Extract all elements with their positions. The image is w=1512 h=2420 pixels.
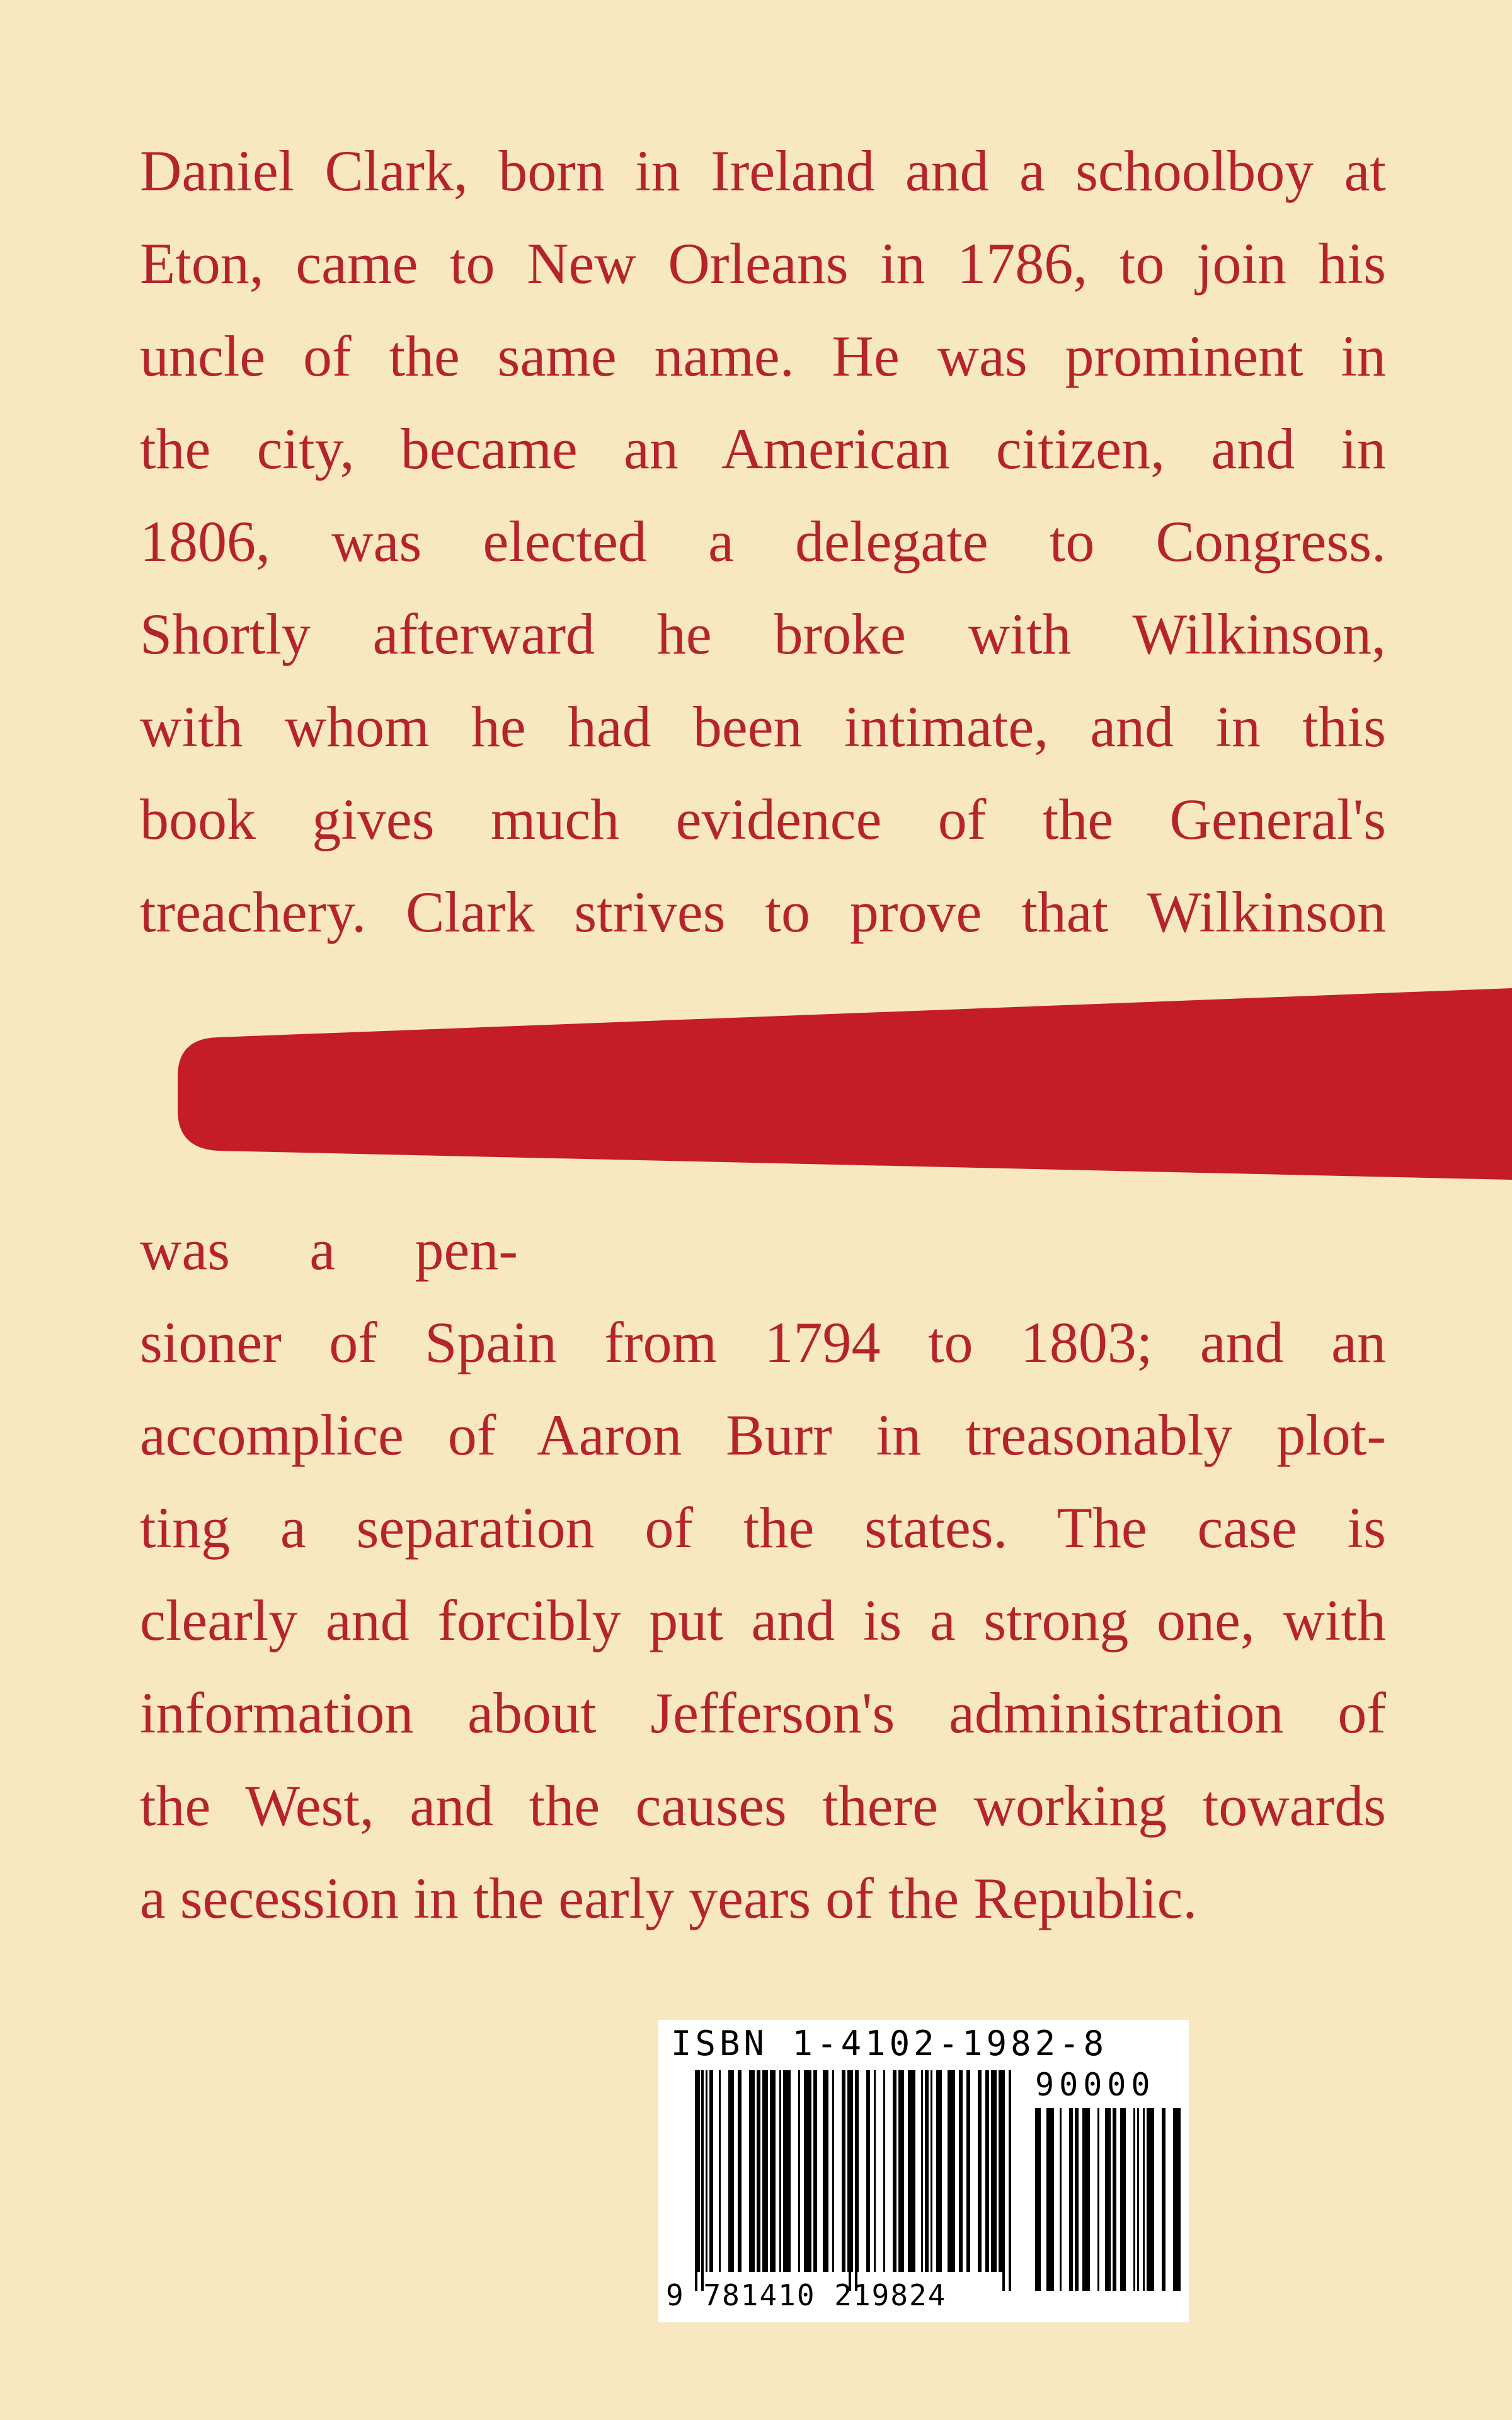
barcode-bar [1173, 2108, 1181, 2291]
barcode-bar [1105, 2108, 1111, 2291]
blurb-line: accomplice of Aaron Burr in treasonably plot- [140, 1403, 1386, 1467]
barcode-bar [985, 2070, 989, 2272]
barcode-bar [1133, 2108, 1135, 2291]
barcode-bar [883, 2070, 885, 2272]
barcode-bar [757, 2070, 760, 2272]
blurb-line: uncle of the same name. He was prominent in [140, 324, 1386, 388]
barcode-bar [783, 2070, 791, 2272]
barcode-bar [1060, 2108, 1062, 2291]
blurb-line: with whom he had been intimate, and in this [140, 694, 1386, 759]
barcode-guard-bar [855, 2070, 857, 2291]
blurb-line: Daniel Clark, born in Ireland and a schoolboy at [140, 139, 1386, 203]
blurb-line: a secession in the early years of the Republic. [140, 1866, 1198, 1930]
barcode-bar [1046, 2108, 1054, 2291]
barcode-bar [931, 2070, 932, 2272]
barcode-bar [893, 2070, 896, 2272]
barcode-guard-bar [849, 2070, 851, 2291]
barcode-bar [1035, 2108, 1041, 2291]
barcode-bar [1113, 2108, 1116, 2291]
barcode-bar [1147, 2108, 1154, 2291]
barcode-bar [866, 2070, 870, 2272]
blurb-line: Eton, came to New Orleans in 1786, to join his [140, 231, 1386, 296]
barcode-bar [925, 2070, 929, 2272]
barcode-bar [706, 2070, 707, 2272]
barcode-bar [762, 2070, 768, 2272]
barcode-bar [1082, 2108, 1090, 2291]
blurb-top [140, 125, 1386, 959]
barcode-bar [798, 2070, 800, 2272]
barcode-guard-bar [701, 2070, 704, 2291]
barcode-bar [936, 2070, 942, 2272]
barcode-bars [658, 2020, 1189, 2322]
barcode-bar [842, 2070, 845, 2272]
barcode-bar [770, 2070, 776, 2272]
barcode-guard-bar [1009, 2070, 1011, 2291]
barcode-guard-bar [1002, 2070, 1005, 2291]
blurb-line: clearly and forcibly put and is a strong one, with [140, 1588, 1386, 1652]
blurb-line: ting a separation of the states. The case is [140, 1495, 1386, 1560]
barcode-bar [908, 2070, 915, 2272]
barcode-bar [1097, 2108, 1099, 2291]
barcode-bar [1162, 2108, 1166, 2291]
barcode-bar [813, 2070, 817, 2272]
barcode-bar [832, 2070, 834, 2272]
barcode-bar [719, 2070, 721, 2272]
barcode-bar [1120, 2108, 1126, 2291]
barcode-bar [991, 2070, 997, 2272]
barcode-bar [978, 2070, 982, 2272]
barcode-bar [948, 2070, 955, 2272]
barcode-bar [804, 2070, 811, 2272]
barcode-guard-bar [695, 2070, 697, 2291]
blurb-line: treachery. Clark strives to prove that Wilkinson [140, 880, 1386, 944]
blurb-line: was a pen- [140, 1218, 518, 1282]
barcode-bar [738, 2070, 742, 2272]
barcode-bar [999, 2070, 1002, 2272]
ean-digits: 9 781410 219824 [666, 2278, 947, 2312]
blurb-line: information about Jefferson's administration of [140, 1681, 1386, 1745]
barcode-bar [1143, 2108, 1145, 2291]
barcode-bar [779, 2070, 781, 2272]
red-bar-decoration [0, 983, 1512, 1185]
barcode-bar [1137, 2108, 1139, 2291]
barcode-bar [921, 2070, 923, 2272]
blurb-bottom [140, 1204, 1386, 1945]
barcode-bar [874, 2070, 876, 2272]
blurb-line: Shortly afterward he broke with Wilkinson, [140, 602, 1386, 666]
barcode-bar [966, 2070, 970, 2272]
barcode-bar [823, 2070, 828, 2272]
blurb-line: the city, became an American citizen, and in [140, 417, 1386, 481]
blurb-line: the West, and the causes there working towards [140, 1773, 1386, 1838]
barcode-bar [959, 2070, 963, 2272]
barcode-bar [898, 2070, 904, 2272]
barcode-bar [749, 2070, 755, 2272]
blurb-line: sioner of Spain from 1794 to 1803; and an [140, 1310, 1386, 1374]
blurb-line: 1806, was elected a delegate to Congress. [140, 509, 1386, 573]
addon-digits: 90000 [1035, 2066, 1155, 2103]
barcode-bar [728, 2070, 734, 2272]
isbn-label: ISBN 1-4102-1982-8 [671, 2024, 1108, 2063]
barcode-bar [1069, 2108, 1073, 2291]
isbn-barcode [658, 2020, 1189, 2322]
barcode-bar [709, 2070, 713, 2272]
blurb-line: book gives much evidence of the General's [140, 787, 1386, 851]
barcode-bar [1075, 2108, 1079, 2291]
